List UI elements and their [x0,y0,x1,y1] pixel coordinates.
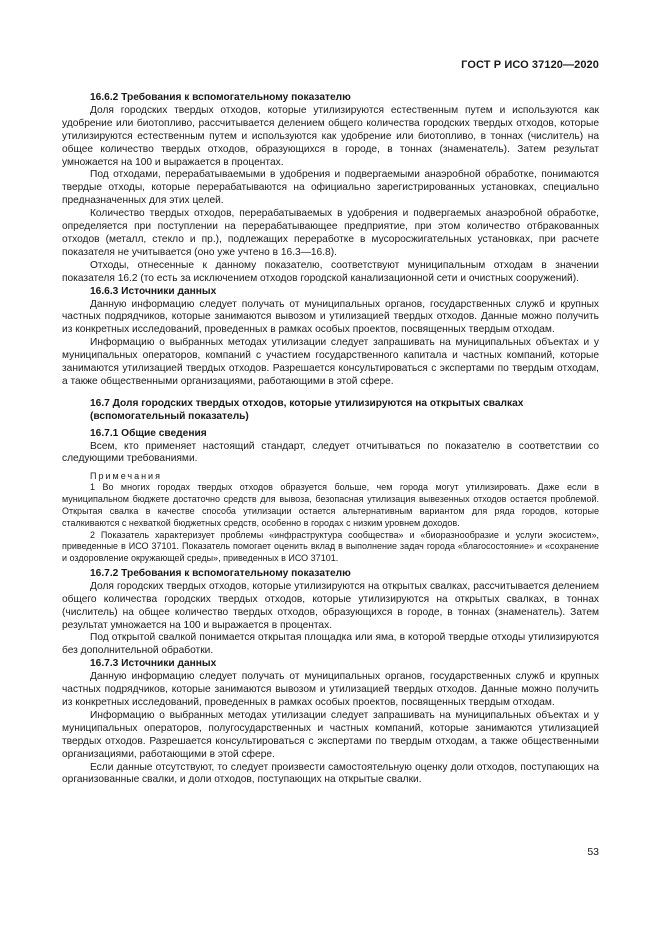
document-code-header: ГОСТ Р ИСО 37120—2020 [461,59,599,71]
section-16-6-3-heading: 16.6.3 Источники данных [90,285,217,297]
page-content [62,92,599,787]
page-number: 53 [587,846,599,858]
section-16-6-2-heading: 16.6.2 Требования к вспомогательному показателю [90,92,351,103]
paragraph: Всем, кто применяет настоящий стандарт, следует отчитываться по показателю в соответствии со следующими требованиями. [62,440,599,465]
section-16-7-heading: 16.7 Доля городских твердых отходов, которые утилизируются на открытых свалках (вспомогательный показатель) [90,397,524,422]
paragraph: Доля городских твердых отходов, которые утилизируются естественным путем и используются как удобрение или биотопливо, рассчитывается делением общего количества городских твердых отходов, которые утилизируются естественным путем и используются как удобрение или биотопливо, в тоннах (числитель) на общее количество твердых отходов, образующихся в городе, в тоннах (знаменатель). Затем результат умножается на 100 и выражается в процентах. [62,104,599,168]
paragraph: Под открытой свалкой понимается открытая площадка или яма, в которой твердые отходы утилизируются без дополнительной обработки. [62,632,599,657]
section-16-7-2-heading: 16.7.2 Требования к вспомогательному показателю [90,567,351,579]
paragraph: Данную информацию следует получать от муниципальных органов, государственных служб и крупных частных подрядчиков, которые занимаются вывозом и утилизацией твердых отходов. Данные можно получить из конкретных исследований, проведенных в рамках особых проектов, посвященных твердым отходам. [62,671,599,709]
paragraph: Если данные отсутствуют, то следует произвести самостоятельную оценку доли отходов, поступающих на организованные свалки, и доли отходов, поступающих на открытые свалки. [62,761,599,786]
paragraph: Информацию о выбранных методах утилизации следует запрашивать на муниципальных объектах и у муниципальных операторов, полугосударственных и частных компаний, которые занимаются утилизацией твердых отходов. Разрешается консультироваться с экспертами по твердым отходам, а также общественными организациями, работающими в этой сфере. [62,709,599,760]
section-16-7-3-heading: 16.7.3 Источники данных [90,658,217,670]
notes-title: Примечания [90,471,162,482]
paragraph: Информацию о выбранных методах утилизации следует запрашивать на муниципальных объектах и у муниципальных операторов, компаний с участием государственного капитала и частных компаний, которые занимаются утилизацией твердых отходов. Разрешается консультироваться с экспертами по твердым отходам, а также общественными организациями, работающими в этой сфере. [62,337,599,387]
note-1: 1 Во многих городах твердых отходов образуется больше, чем города могут утилизировать. Даже если в муниципальном бюджете достаточно средств для вывоза, безопасная утилизация вывезенных отходов остается проблемой. Открытая свалка в качестве способа утилизации остается альтернативным вариантом для ряда городов, которые сталкиваются с нехваткой бюджетных средств, особенно в городах с низким уровнем доходов. [62,482,599,528]
paragraph: Данную информацию следует получать от муниципальных органов, государственных служб и крупных частных подрядчиков, которые занимаются вывозом и утилизацией твердых отходов. Данные можно получить из конкретных исследований, проведенных в рамках особых проектов, посвященных твердым отходам. [62,298,599,336]
paragraph: Под отходами, перерабатываемыми в удобрения и подвергаемыми анаэробной обработке, понимаются твердые отходы, которые перерабатываются на официально зарегистрированных установках, специально предназначенных для этих целей. [62,169,599,207]
section-16-7-1-heading: 16.7.1 Общие сведения [90,427,207,439]
paragraph: Отходы, отнесенные к данному показателю, соответствуют муниципальным отходам в значении показателя 16.2 (то есть за исключением отходов городской канализационной сети и очистных сооружений). [62,259,599,284]
paragraph: Количество твердых отходов, перерабатываемых в удобрения и подвергаемых анаэробной обработке, определяется при поступлении на перерабатывающее предприятие, при этом количество отбракованных отходов (металл, стекло и пр.), подлежащих переработке в мусоросжигательных установках, при расчете показателя не учитывается (оно уже учтено в 16.3—16.8). [62,208,599,258]
paragraph: Доля городских твердых отходов, которые утилизируются на открытых свалках, рассчитывается делением общего количества городских твердых отходов, которые утилизируются на открытых свалках, в тоннах (числитель) на общее количество твердых отходов, образующихся в городе, в тоннах (знаменатель). Затем результат умножается на 100 и выражается в процентах. [62,580,599,631]
note-2: 2 Показатель характеризует проблемы «инфраструктура сообщества» и «биоразнообразие и услуги экосистем», приведенные в ИСО 37101. Показатель помогает оценить вклад в выполнение задач города «благосостояние» и «сохранение и оздоровление окружающей среды», приведенных в ИСО 37101. [62,529,599,564]
